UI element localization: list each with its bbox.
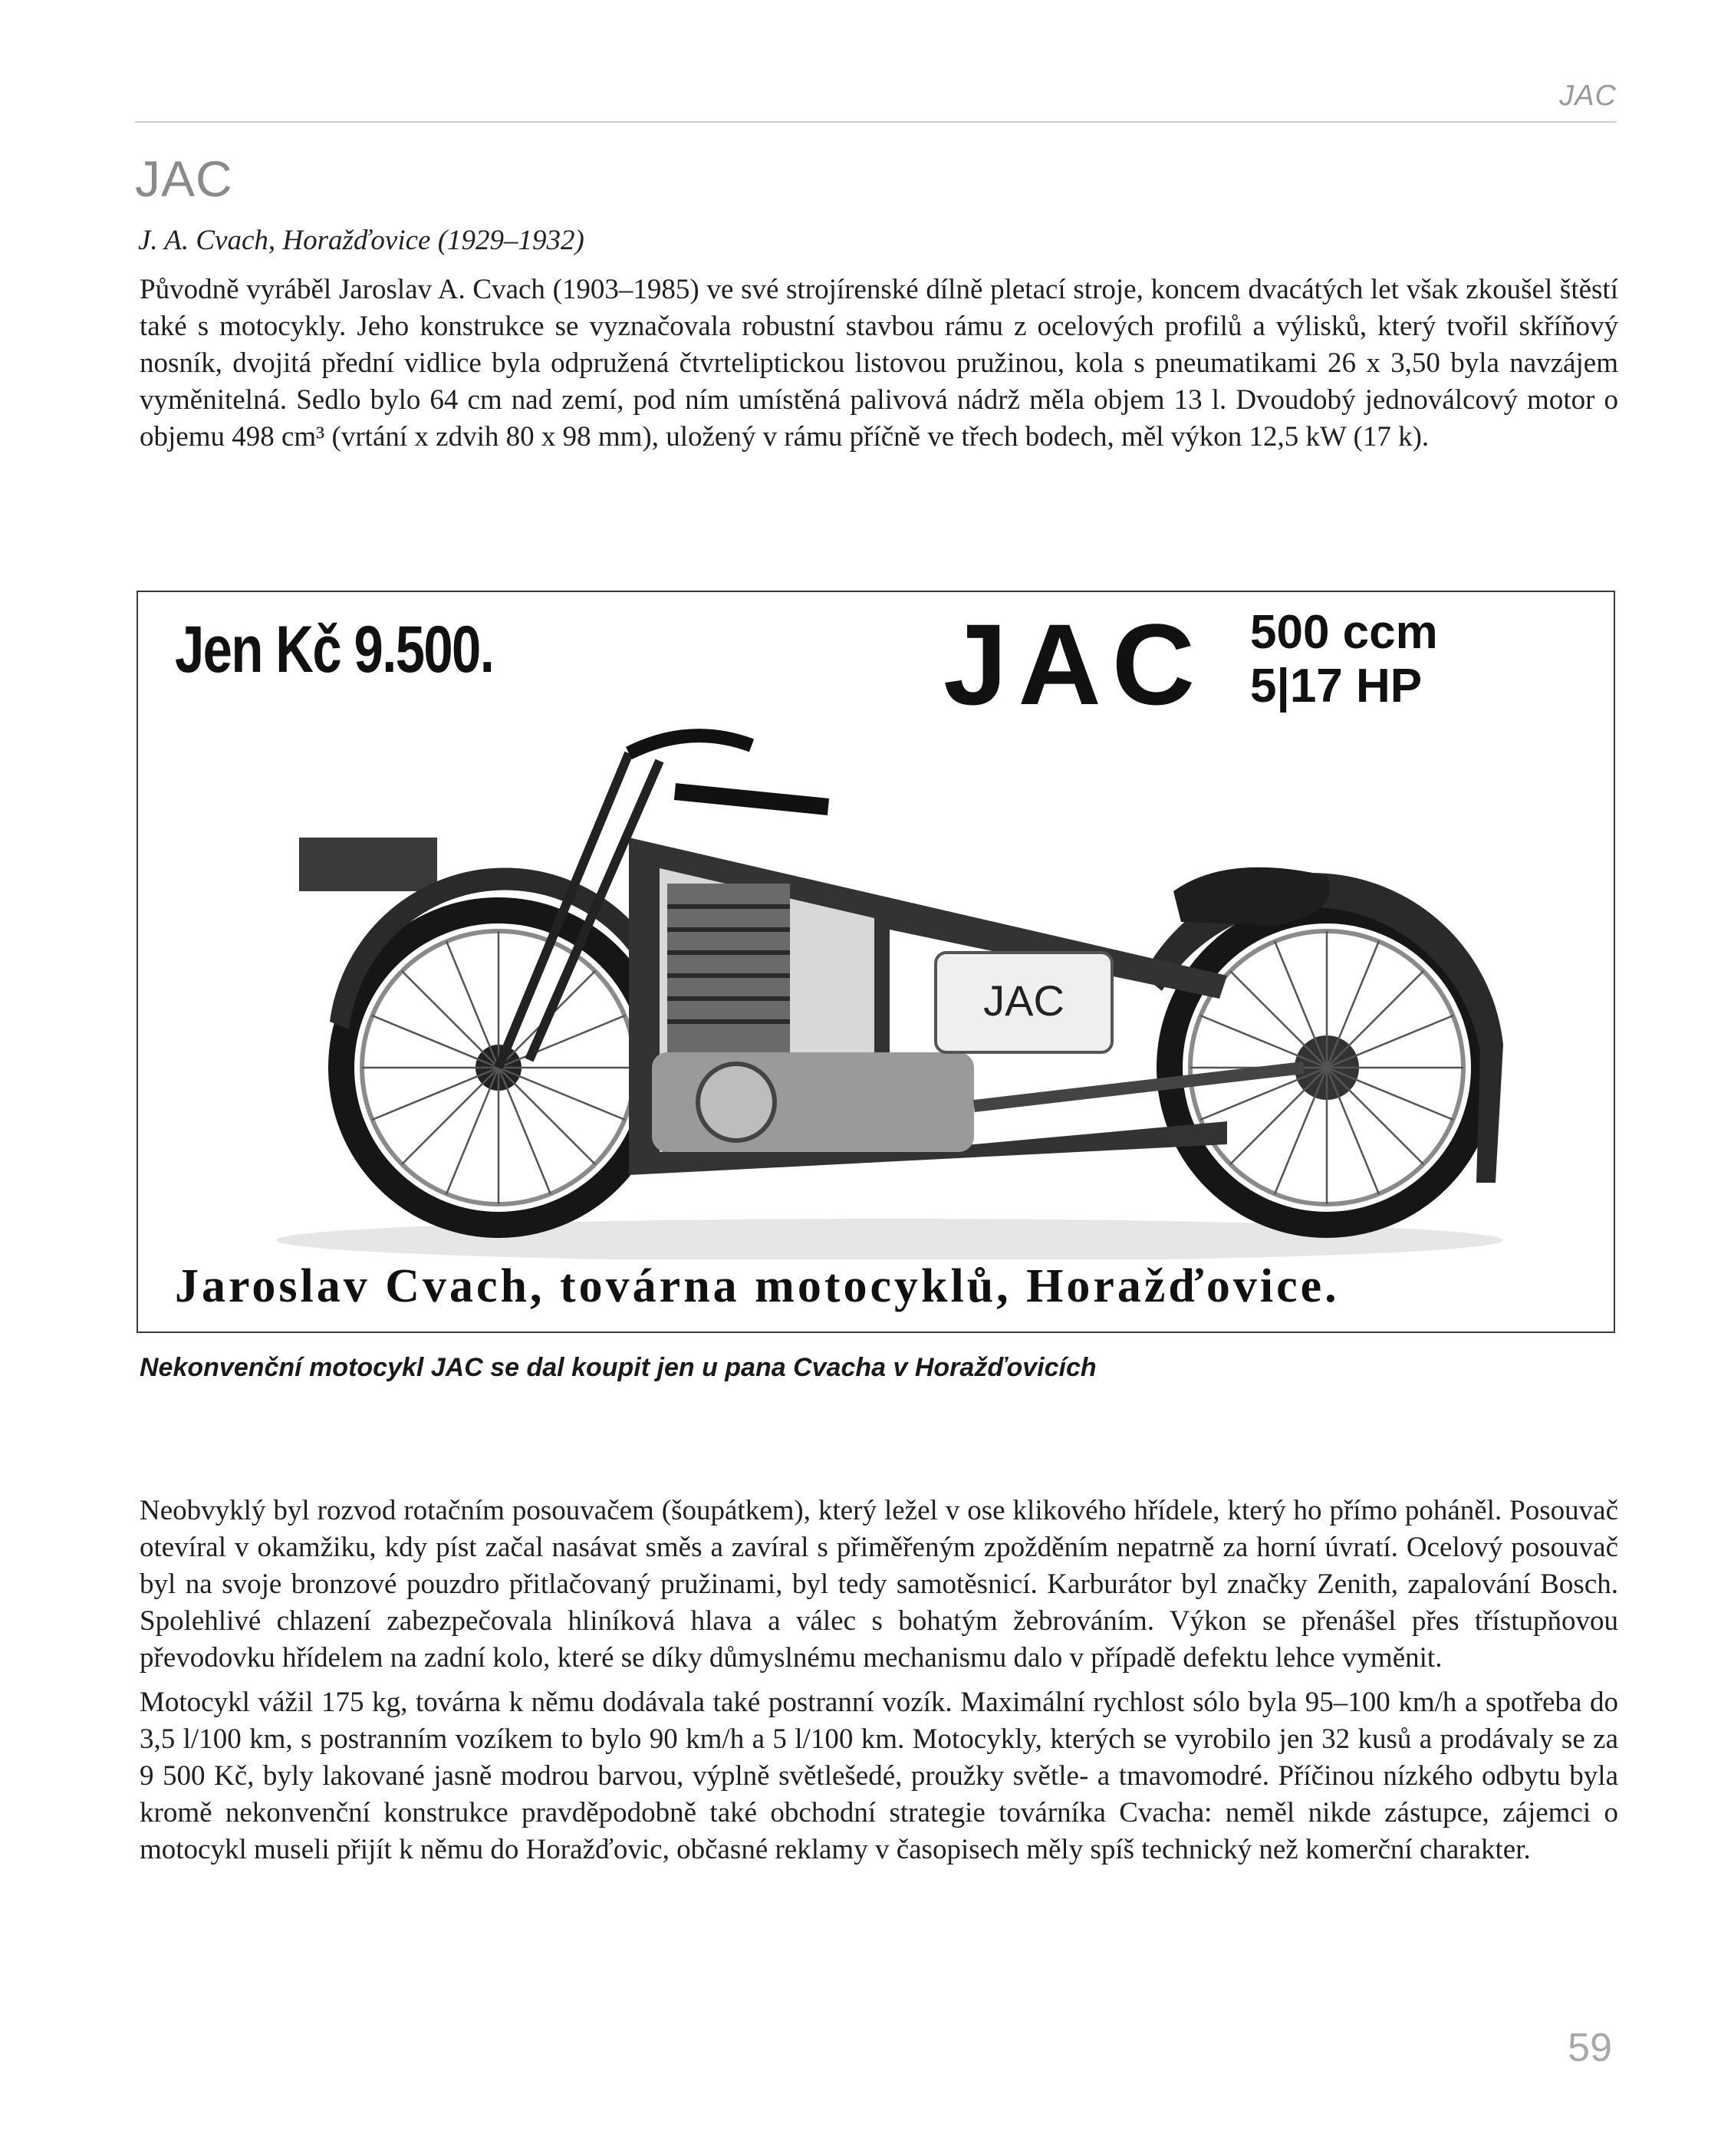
ad-footer: Jaroslav Cvach, továrna motocyklů, Horažďovice.: [175, 1260, 1340, 1312]
handlebar: [629, 736, 752, 753]
body-paragraph-1: Neobvyklý byl rozvod rotačním posouvačem (šoupátkem), který ležel v ose klikového hřídele, který ho přímo poháněl. Posouvač otevíral v okamžiku, kdy píst začal nasávat směs a zavíral s přiměřeným zpožděním nepatrně za horní úvratí. Ocelový posouvač byl na svoje bronzové pouzdro přitlačovaný pružinami, byl tedy samotěsnicí. Karburátor byl značky Zenith, zapalování Bosch. Spolehlivé chlazení zabezpečovala hliníková hlava a válec s bohatým žebrováním. Výkon se přenášel přes třístupňovou převodovku hřídelem na zadní kolo, které se díky důmyslnému mechanismu dalo v případě defektu lehce vyměnit.: [140, 1495, 1618, 1674]
intro-text: [140, 272, 1618, 463]
page-number: 59: [1568, 2026, 1612, 2070]
ad-spec-power: 5|17 HP: [1250, 660, 1423, 713]
ad-spec-displacement: 500 ccm: [1250, 606, 1438, 659]
ad-spec: [1250, 606, 1438, 713]
tank-logo: JAC: [983, 976, 1065, 1025]
drive-shaft: [974, 1068, 1304, 1106]
ad-brand: JAC: [943, 600, 1206, 729]
running-head: JAC: [1559, 80, 1617, 112]
figure-caption: Nekonvenční motocykl JAC se dal koupit jen u pana Cvacha v Horažďovicích: [140, 1353, 1097, 1382]
ad-price: Jen Kč 9.500.: [175, 613, 494, 686]
page-title: JAC: [135, 150, 233, 207]
luggage-plate: [299, 838, 437, 891]
header-rule: [135, 121, 1617, 123]
motorcycle-illustration: [199, 723, 1565, 1259]
intro-paragraph: Původně vyráběl Jaroslav A. Cvach (1903–1985) ve své strojírenské dílně pletací stroje, koncem dvacátých let však zkoušel štěstí také s motocykly. Jeho konstrukce se vyznačovala robustní stavbou rámu z ocelových profilů a výlisků, který tvořil skříňový nosník, dvojitá přední vidlice byla odpružená čtvrteliptickou listovou pružinou, kola s pneumatikami 26 x 3,50 byla navzájem vyměnitelná. Sedlo bylo 64 cm nad zemí, pod ním umístěná palivová nádrž měla objem 13 l. Dvoudobý jednoválcový motor o objemu 498 cm³ (vrtání x zdvih 80 x 98 mm), uložený v rámu příčně ve třech bodech, měl výkon 12,5 kW (17 k).: [140, 274, 1618, 453]
body-text: [140, 1493, 1618, 1876]
handlebar-grip: [675, 792, 828, 807]
page-subtitle: J. A. Cvach, Horažďovice (1929–1932): [138, 225, 584, 256]
advertisement-figure: [137, 591, 1615, 1333]
body-paragraph-2: Motocykl vážil 175 kg, továrna k němu dodávala také postranní vozík. Maximální rychlost sólo byla 95–100 km/h a spotřeba do 3,5 l/100 km, s postranním vozíkem to bylo 90 km/h a 5 l/100 km. Motocykly, kterých se vyrobilo jen 32 kusů a prodávaly se za 9 500 Kč, byly lakované jasně modrou barvou, výplně světlešedé, proužky světle- a tmavomodré. Příčinou nízkého odbytu byla kromě nekonvenční konstrukce pravděpodobně také obchodní strategie továrníka Cvacha: neměl nikde zástupce, zájemci o motocykl museli přijít k němu do Horažďovic, občasné reklamy v časopisech měly spíš technický než komerční charakter.: [140, 1687, 1618, 1865]
